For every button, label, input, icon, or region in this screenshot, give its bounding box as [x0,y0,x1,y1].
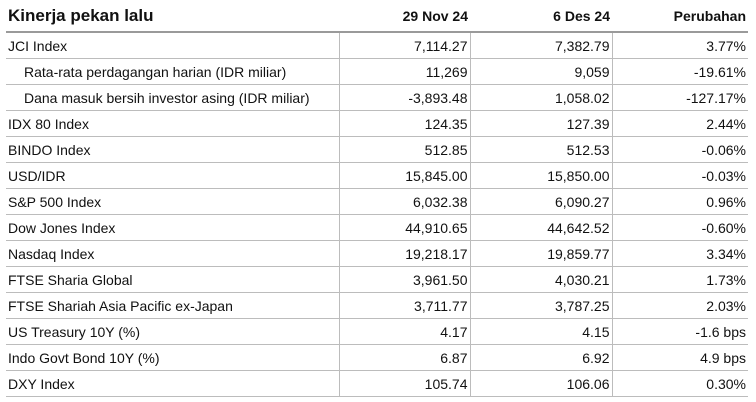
table-row [6,85,748,111]
row-label: US Treasury 10Y (%) [6,319,339,345]
row-label: IDX 80 Index [6,111,339,137]
column-header-change: Perubahan [612,0,748,32]
row-label: Indo Govt Bond 10Y (%) [6,345,339,371]
table-row [6,137,748,163]
value-change: -127.17% [612,85,748,111]
value-change: 0.30% [612,371,748,397]
value-this-week: 512.53 [470,137,612,163]
column-header-prev-week: 29 Nov 24 [339,0,470,32]
row-label: Nasdaq Index [6,241,339,267]
table-row [6,163,748,189]
value-change: 3.77% [612,32,748,59]
value-this-week: 4,030.21 [470,267,612,293]
table-row [6,111,748,137]
value-prev-week: 512.85 [339,137,470,163]
value-this-week: 1,058.02 [470,85,612,111]
value-prev-week: 6.87 [339,345,470,371]
value-this-week: 3,787.25 [470,293,612,319]
value-prev-week: 15,845.00 [339,163,470,189]
value-this-week: 7,382.79 [470,32,612,59]
value-change: 2.03% [612,293,748,319]
value-this-week: 4.15 [470,319,612,345]
value-change: -0.60% [612,215,748,241]
value-prev-week: 11,269 [339,59,470,85]
value-prev-week: 19,218.17 [339,241,470,267]
value-change: 1.73% [612,267,748,293]
value-this-week: 127.39 [470,111,612,137]
table-body [6,32,748,397]
table-row [6,267,748,293]
row-label: Dana masuk bersih investor asing (IDR miliar) [6,85,339,111]
value-prev-week: 3,711.77 [339,293,470,319]
table-row [6,241,748,267]
row-label: DXY Index [6,371,339,397]
row-label: JCI Index [6,32,339,59]
value-this-week: 106.06 [470,371,612,397]
row-label: BINDO Index [6,137,339,163]
value-prev-week: 105.74 [339,371,470,397]
value-prev-week: 44,910.65 [339,215,470,241]
value-change: 3.34% [612,241,748,267]
value-change: 0.96% [612,189,748,215]
table-row [6,32,748,59]
value-change: 4.9 bps [612,345,748,371]
table-row [6,345,748,371]
value-this-week: 6,090.27 [470,189,612,215]
table-row [6,319,748,345]
row-label: Rata-rata perdagangan harian (IDR miliar) [6,59,339,85]
table-header [6,0,748,32]
table-title: Kinerja pekan lalu [6,0,339,32]
row-label: S&P 500 Index [6,189,339,215]
value-prev-week: 3,961.50 [339,267,470,293]
value-change: -0.03% [612,163,748,189]
table-row [6,215,748,241]
value-this-week: 19,859.77 [470,241,612,267]
table-row [6,293,748,319]
value-this-week: 9,059 [470,59,612,85]
table-row [6,371,748,397]
value-change: 2.44% [612,111,748,137]
value-prev-week: 124.35 [339,111,470,137]
value-prev-week: 7,114.27 [339,32,470,59]
value-change: -0.06% [612,137,748,163]
value-this-week: 15,850.00 [470,163,612,189]
column-header-this-week: 6 Des 24 [470,0,612,32]
value-prev-week: 4.17 [339,319,470,345]
value-this-week: 44,642.52 [470,215,612,241]
row-label: FTSE Sharia Global [6,267,339,293]
value-prev-week: -3,893.48 [339,85,470,111]
value-change: -19.61% [612,59,748,85]
row-label: Dow Jones Index [6,215,339,241]
value-this-week: 6.92 [470,345,612,371]
row-label: USD/IDR [6,163,339,189]
row-label: FTSE Shariah Asia Pacific ex-Japan [6,293,339,319]
value-change: -1.6 bps [612,319,748,345]
weekly-performance-table [6,0,748,397]
table-row [6,59,748,85]
value-prev-week: 6,032.38 [339,189,470,215]
header-row [6,0,748,32]
table-row [6,189,748,215]
